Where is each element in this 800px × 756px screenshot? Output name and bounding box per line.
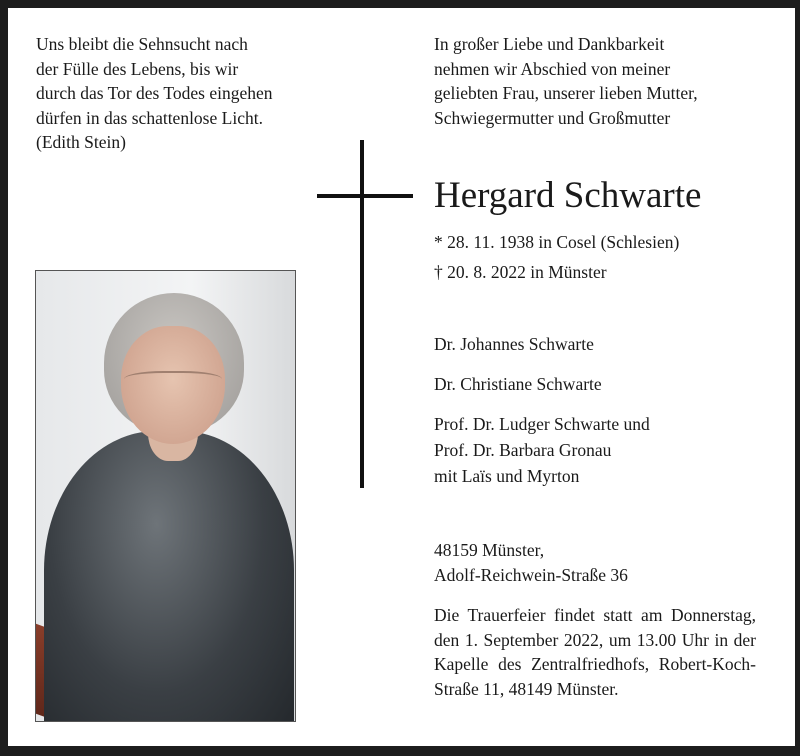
photo-glasses <box>124 371 222 391</box>
intro-text <box>434 32 698 130</box>
quote-line: durch das Tor des Todes eingehen <box>36 83 273 103</box>
quote-line: Uns bleibt die Sehnsucht nach <box>36 34 248 54</box>
quote-source: (Edith Stein) <box>36 132 126 152</box>
family-member: Dr. Johannes Schwarte <box>434 334 594 354</box>
deceased-name: Hergard Schwarte <box>434 175 702 216</box>
family-list <box>434 332 650 490</box>
ceremony-info: Die Trauerfeier findet statt am Donnerstag, den 1. September 2022, um 13.00 Uhr in der Kapelle des Zentralfriedhofs, Robert-Koch-Straße 11, 48149 Münster. <box>434 605 756 699</box>
death-date: † 20. 8. 2022 in Münster <box>434 262 607 282</box>
portrait-photo <box>35 270 296 722</box>
family-member: mit Laïs und Myrton <box>434 466 580 486</box>
address-line: 48159 Münster, <box>434 540 545 560</box>
intro-line: Schwiegermutter und Großmutter <box>434 107 671 128</box>
quote-line: der Fülle des Lebens, bis wir <box>36 58 239 79</box>
birth-date: * 28. 11. 1938 in Cosel (Schlesien) <box>434 232 680 252</box>
family-member: Prof. Dr. Barbara Gronau <box>434 440 612 460</box>
family-member: Dr. Christiane Schwarte <box>434 374 602 394</box>
quote-line: dürfen in das schattenlose Licht. <box>36 107 263 128</box>
photo-blouse <box>44 431 294 722</box>
intro-line: geliebten Frau, unserer lieben Mutter, <box>434 83 698 103</box>
intro-line: In großer Liebe und Dankbarkeit <box>434 34 665 54</box>
death-notice <box>8 8 795 746</box>
address <box>434 538 628 587</box>
intro-line: nehmen wir Abschied von meiner <box>434 58 671 79</box>
address-line: Adolf-Reichwein-Straße 36 <box>434 564 628 585</box>
family-member: Prof. Dr. Ludger Schwarte und <box>434 414 650 434</box>
cross-icon-bar <box>317 194 413 198</box>
quote <box>36 32 273 130</box>
cross-icon <box>360 140 364 488</box>
